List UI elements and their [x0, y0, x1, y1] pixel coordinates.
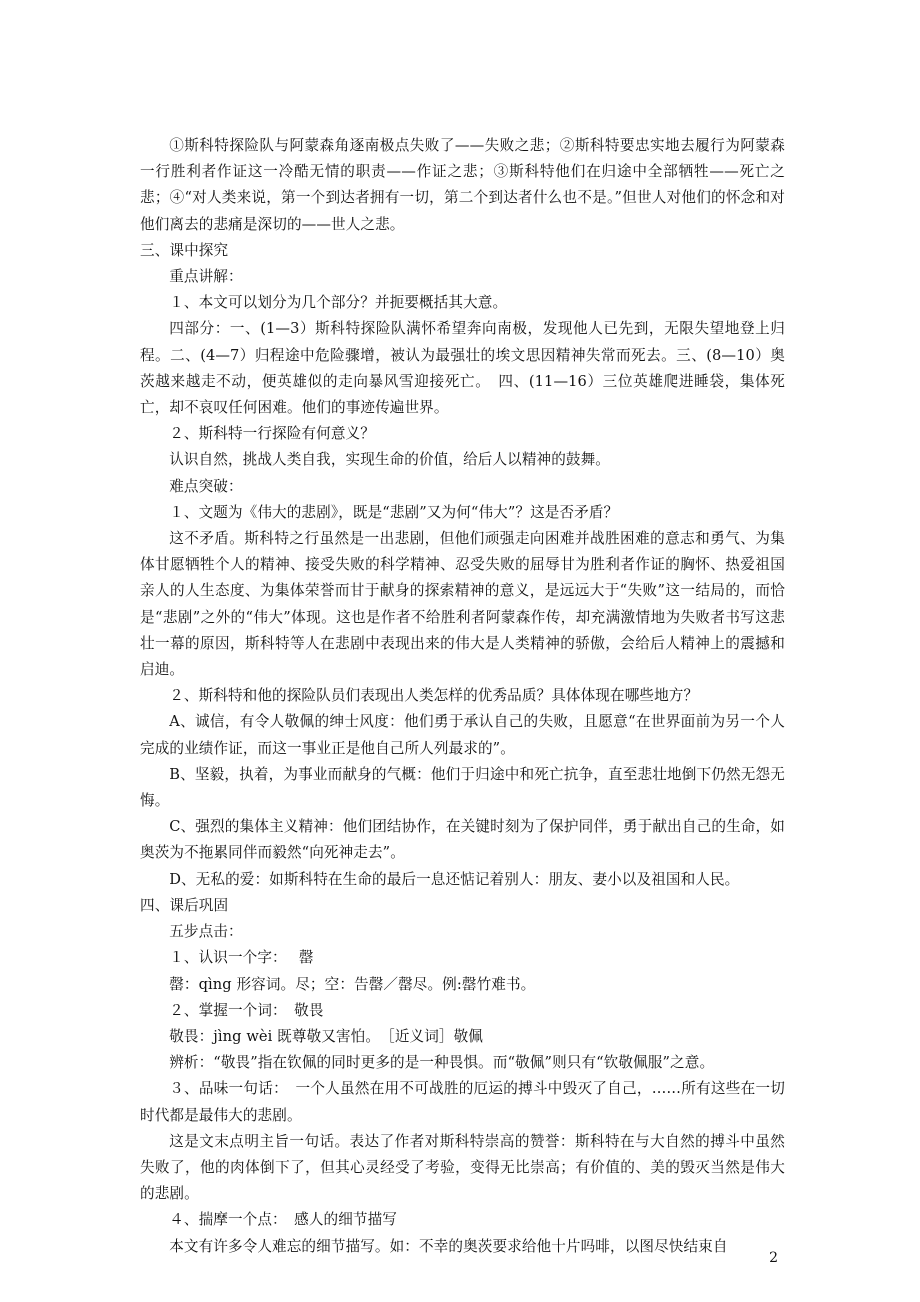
paragraph: １、本文可以划分为几个部分？并扼要概括其大意。 — [169, 294, 508, 312]
paragraph: D、无私的爱：如斯科特在生命的最后一息还惦记着别人：朋友、妻小以及祖国和人民。 — [169, 870, 740, 888]
page-number: 2 — [769, 1250, 778, 1266]
paragraph: ２、掌握一个词： 敬畏 — [169, 1001, 324, 1019]
paragraph: 本文有许多令人难忘的细节描写。如：不幸的奥茨要求给他十片吗啡，以图尽快结束自 — [169, 1237, 728, 1255]
paragraph: 罄：qìng 形容词。尽；空：告罄／罄尽。例:罄竹难书。 — [169, 975, 536, 993]
paragraph: 敬畏：jìng wèi 既尊敬又害怕。 ［近义词］敬佩 — [169, 1027, 483, 1045]
paragraph: ３、品味一句话： 一个人虽然在用不可战胜的厄运的搏斗中毁灭了自己，……所有这些在一切时代都是最伟大的悲剧。 — [140, 1080, 785, 1124]
paragraph: 认识自然，挑战人类自我，实现生命的价值，给后人以精神的鼓舞。 — [169, 451, 611, 469]
paragraph: 辨析：“敬畏”指在钦佩的同时更多的是一种畏惧。而“敬佩”则只有“钦敬佩服”之意。 — [169, 1054, 715, 1072]
paragraph: A、诚信，有令人敬佩的绅士风度：他们勇于承认自己的失败，且愿意“在世界面前为另一个人完成的业绩作证，而这一事业正是他自己所人列最求的”。 — [140, 713, 785, 757]
paragraph: 重点讲解： — [169, 268, 243, 286]
paragraph: ４、揣摩一个点： 感人的细节描写 — [169, 1211, 397, 1229]
paragraph: 五步点击： — [169, 923, 243, 941]
paragraph: B、坚毅，执着，为事业而献身的气概：他们于归途中和死亡抗争，直至悲壮地倒下仍然无怨无悔。 — [140, 765, 785, 810]
paragraph: 这不矛盾。斯科特之行虽然是一出悲剧，但他们顽强走向困难并战胜困难的意志和勇气、为集体甘愿牺牲个人的精神、接受失败的科学精神、忍受失败的屈辱甘为胜利者作证的胸怀、热爱祖国亲人的人生态度、为集体荣誉而甘于献身的探索精神的意义，是远远大于“失败”这一结局的，而恰是“悲剧”之外的“伟大”体现。这也是作者不给胜利者阿蒙森作传，却充满激情地为失败者书写这悲壮一幕的原因，斯科特等人在悲剧中表现出来的伟大是人类精神的骄傲，会给后人精神上的震撼和启迪。 — [140, 530, 785, 679]
section-heading: 三、课中探究 — [140, 241, 229, 259]
paragraph: １、文题为《伟大的悲剧》，既是“悲剧”又为何“伟大”？这是否矛盾？ — [169, 503, 619, 521]
document-body — [140, 133, 785, 1260]
paragraph: 难点突破： — [169, 477, 243, 495]
paragraph: 这是文末点明主旨一句话。表达了作者对斯科特崇高的赞誉：斯科特在与大自然的搏斗中虽然失败了，他的肉体倒下了，但其心灵经受了考验，变得无比崇高；有价值的、美的毁灭当然是伟大的悲剧。 — [140, 1132, 785, 1203]
section-heading: 四、课后巩固 — [140, 896, 229, 914]
paragraph: ２、斯科特一行探险有何意义？ — [169, 425, 375, 443]
paragraph: ２、斯科特和他的探险队员们表现出人类怎样的优秀品质？具体体现在哪些地方？ — [169, 687, 699, 705]
paragraph: 四部分：一、(1—3）斯科特探险队满怀希望奔向南极，发现他人已先到，无限失望地登上归程。二、(4—7）归程途中危险骤增，被认为最强壮的埃文思因精神失常而死去。三、(8—10）奥茨越来越走不动，便英雄似的走向暴风雪迎接死亡。 四、(11—16）三位英雄爬进睡袋，集体死亡，却不哀叹任何困难。他们的事迹传遍世界。 — [140, 320, 785, 417]
paragraph: １、认识一个字： 罄 — [169, 949, 314, 967]
paragraph: C、强烈的集体主义精神：他们团结协作，在关键时刻为了保护同伴，勇于献出自己的生命，如奥茨为不拖累同伴而毅然“向死神走去”。 — [140, 818, 785, 862]
paragraph: ①斯科特探险队与阿蒙森角逐南极点失败了——失败之悲；②斯科特要忠实地去履行为阿蒙森一行胜利者作证这一冷酷无情的职责——作证之悲；③斯科特他们在归途中全部牺牲——死亡之悲；④“对人类来说，第一个到达者拥有一切，第二个到达者什么也不是。”但世人对他们的怀念和对他们离去的悲痛是深切的——世人之悲。 — [140, 137, 785, 233]
